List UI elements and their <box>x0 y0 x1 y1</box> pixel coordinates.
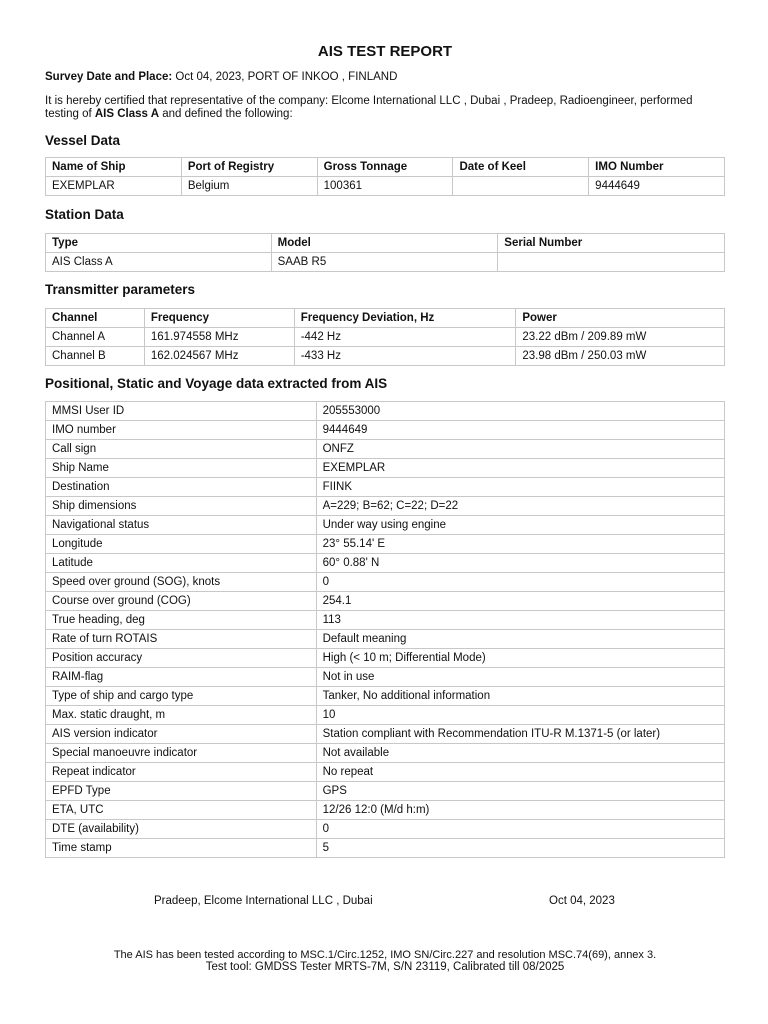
field-label: IMO number <box>46 421 317 440</box>
field-label: Longitude <box>46 535 317 554</box>
table-cell: 23.22 dBm / 209.89 mW <box>516 328 725 347</box>
table-row <box>46 706 725 725</box>
transmitter-heading: Transmitter parameters <box>45 282 196 297</box>
table-row <box>46 459 725 478</box>
field-value: Tanker, No additional information <box>316 687 724 706</box>
column-header: Name of Ship <box>46 158 182 177</box>
table-row <box>46 801 725 820</box>
table-row <box>46 763 725 782</box>
table-row <box>46 440 725 459</box>
table-row <box>46 649 725 668</box>
table-header-row <box>46 158 725 177</box>
transmitter-table <box>45 308 725 366</box>
table-row <box>46 782 725 801</box>
station-data-table <box>45 233 725 272</box>
table-cell: EXEMPLAR <box>46 177 182 196</box>
table-row <box>46 497 725 516</box>
table-cell: Belgium <box>181 177 317 196</box>
column-header: Date of Keel <box>453 158 589 177</box>
table-row <box>46 535 725 554</box>
field-label: Rate of turn ROTAIS <box>46 630 317 649</box>
cert-text-1: It is hereby certified that representative of the company: Elcome International LLC , Dubai , Pradeep, Radioengineer, performed testing of <box>45 95 693 120</box>
survey-label: Survey Date and Place: <box>45 71 173 83</box>
ais-data-table <box>45 401 725 858</box>
field-value: Not in use <box>316 668 724 687</box>
vessel-data-table <box>45 157 725 196</box>
column-header: IMO Number <box>589 158 725 177</box>
table-row <box>46 328 725 347</box>
field-value: A=229; B=62; C=22; D=22 <box>316 497 724 516</box>
vessel-data-heading: Vessel Data <box>45 133 121 148</box>
table-row <box>46 402 725 421</box>
table-row <box>46 611 725 630</box>
field-value: 254.1 <box>316 592 724 611</box>
field-label: Course over ground (COG) <box>46 592 317 611</box>
field-value: 12/26 12:0 (M/d h:m) <box>316 801 724 820</box>
table-row <box>46 554 725 573</box>
column-header: Type <box>46 234 272 253</box>
table-cell: AIS Class A <box>46 253 272 272</box>
field-value: 23° 55.14' E <box>316 535 724 554</box>
table-row <box>46 573 725 592</box>
field-label: Ship dimensions <box>46 497 317 516</box>
table-row <box>46 421 725 440</box>
field-value: 0 <box>316 573 724 592</box>
field-label: Time stamp <box>46 839 317 858</box>
table-cell: 100361 <box>317 177 453 196</box>
field-label: Repeat indicator <box>46 763 317 782</box>
table-cell <box>498 253 725 272</box>
table-row <box>46 630 725 649</box>
table-cell: 23.98 dBm / 250.03 mW <box>516 347 725 366</box>
cert-device-class: AIS Class A <box>94 108 160 120</box>
field-value: Station compliant with Recommendation ITU-R M.1371-5 (or later) <box>316 725 724 744</box>
table-cell: -433 Hz <box>294 347 516 366</box>
field-label: Max. static draught, m <box>46 706 317 725</box>
field-value: GPS <box>316 782 724 801</box>
ais-data-rows <box>46 402 725 858</box>
field-value: 5 <box>316 839 724 858</box>
table-cell: Channel B <box>46 347 145 366</box>
column-header: Power <box>516 309 725 328</box>
signatory-name: Pradeep, Elcome International LLC , Dubai <box>154 895 373 907</box>
field-value: 205553000 <box>316 402 724 421</box>
field-label: Speed over ground (SOG), knots <box>46 573 317 592</box>
field-value: High (< 10 m; Differential Mode) <box>316 649 724 668</box>
field-value: 113 <box>316 611 724 630</box>
table-row <box>46 516 725 535</box>
table-cell: -442 Hz <box>294 328 516 347</box>
table-cell: 162.024567 MHz <box>144 347 294 366</box>
column-header: Gross Tonnage <box>317 158 453 177</box>
table-row <box>46 177 725 196</box>
table-row <box>46 744 725 763</box>
field-label: ETA, UTC <box>46 801 317 820</box>
table-header-row <box>46 234 725 253</box>
table-row <box>46 687 725 706</box>
field-label: Position accuracy <box>46 649 317 668</box>
field-label: Call sign <box>46 440 317 459</box>
table-row <box>46 668 725 687</box>
field-value: EXEMPLAR <box>316 459 724 478</box>
field-value: Default meaning <box>316 630 724 649</box>
field-label: Destination <box>46 478 317 497</box>
ais-data-heading: Positional, Static and Voyage data extracted from AIS <box>45 376 388 391</box>
table-row <box>46 253 725 272</box>
table-row <box>46 725 725 744</box>
column-header: Model <box>271 234 498 253</box>
table-cell: 9444649 <box>589 177 725 196</box>
test-tool-note: Test tool: GMDSS Tester MRTS-7M, S/N 23119, Calibrated till 08/2025 <box>205 961 565 973</box>
station-data-heading: Station Data <box>45 207 124 222</box>
field-value: ONFZ <box>316 440 724 459</box>
field-label: Latitude <box>46 554 317 573</box>
table-row <box>46 347 725 366</box>
field-label: Navigational status <box>46 516 317 535</box>
table-header-row <box>46 309 725 328</box>
column-header: Channel <box>46 309 145 328</box>
survey-value: Oct 04, 2023, PORT OF INKOO , FINLAND <box>172 71 398 83</box>
table-row <box>46 592 725 611</box>
field-label: Special manoeuvre indicator <box>46 744 317 763</box>
table-row <box>46 478 725 497</box>
field-value: No repeat <box>316 763 724 782</box>
field-value: FIINK <box>316 478 724 497</box>
table-cell: 161.974558 MHz <box>144 328 294 347</box>
field-value: Under way using engine <box>316 516 724 535</box>
field-label: Type of ship and cargo type <box>46 687 317 706</box>
column-header: Frequency <box>144 309 294 328</box>
field-value: Not available <box>316 744 724 763</box>
field-label: RAIM-flag <box>46 668 317 687</box>
table-cell: SAAB R5 <box>271 253 498 272</box>
field-value: 60° 0.88' N <box>316 554 724 573</box>
field-label: DTE (availability) <box>46 820 317 839</box>
field-label: MMSI User ID <box>46 402 317 421</box>
column-header: Frequency Deviation, Hz <box>294 309 516 328</box>
cert-text-2: and defined the following: <box>159 108 293 120</box>
field-label: True heading, deg <box>46 611 317 630</box>
table-row <box>46 820 725 839</box>
test-standards-note: The AIS has been tested according to MSC.1/Circ.1252, IMO SN/Circ.227 and resolution MSC.74(69), annex 3. <box>113 949 657 961</box>
table-cell <box>453 177 589 196</box>
column-header: Port of Registry <box>181 158 317 177</box>
signature-date: Oct 04, 2023 <box>549 895 615 907</box>
field-label: Ship Name <box>46 459 317 478</box>
field-value: 0 <box>316 820 724 839</box>
field-label: EPFD Type <box>46 782 317 801</box>
field-label: AIS version indicator <box>46 725 317 744</box>
table-row <box>46 839 725 858</box>
field-value: 9444649 <box>316 421 724 440</box>
table-cell: Channel A <box>46 328 145 347</box>
report-title: AIS TEST REPORT <box>317 43 453 60</box>
survey-line <box>45 71 397 83</box>
field-value: 10 <box>316 706 724 725</box>
certification-text <box>45 95 725 121</box>
column-header: Serial Number <box>498 234 725 253</box>
